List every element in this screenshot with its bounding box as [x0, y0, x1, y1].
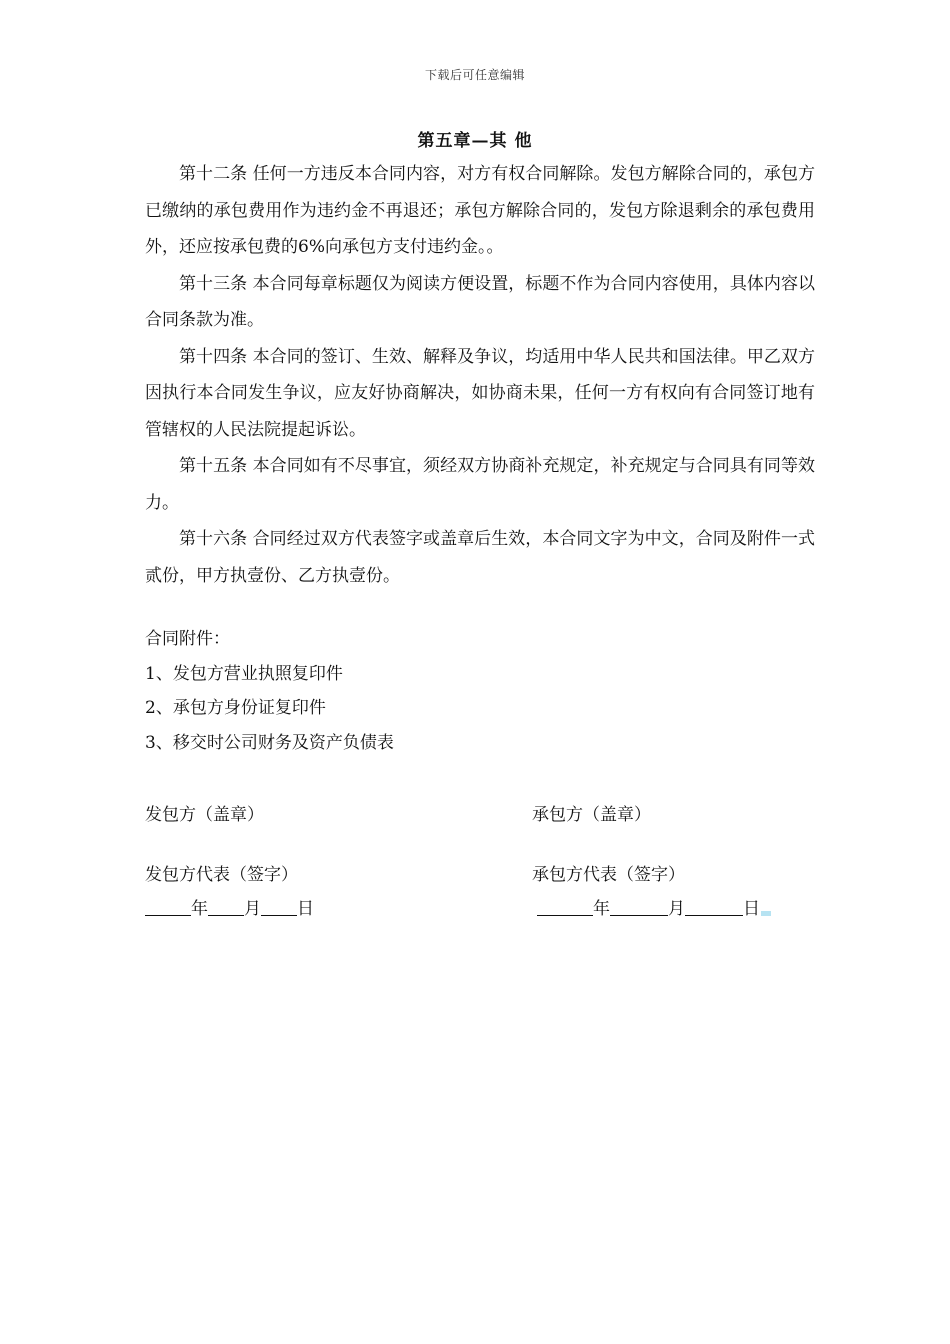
- month-label: 月: [668, 899, 685, 919]
- article-16: 第十六条 合同经过双方代表签字或盖章后生效，本合同文字为中文，合同及附件一式贰份，甲方执壹份、乙方执壹份。: [145, 529, 815, 586]
- party-a-seal-label: 发包方（盖章）: [145, 805, 264, 825]
- attachment-item: 1、发包方营业执照复印件: [145, 663, 343, 684]
- month-blank[interactable]: [610, 899, 668, 916]
- year-label: 年: [191, 899, 208, 919]
- year-blank[interactable]: [145, 899, 191, 916]
- attachments-section: [145, 622, 745, 760]
- article-13: 第十三条 本合同每章标题仅为阅读方便设置，标题不作为合同内容使用，具体内容以合同条款为准。: [145, 273, 815, 330]
- day-blank[interactable]: [685, 899, 743, 916]
- day-label: 日: [297, 899, 314, 919]
- party-b-rep-label: 承包方代表（签字）: [532, 865, 685, 885]
- day-blank[interactable]: [261, 899, 297, 916]
- header-note: 下载后可任意编辑: [424, 68, 525, 82]
- year-blank[interactable]: [537, 899, 593, 916]
- year-label: 年: [593, 899, 610, 919]
- party-b-date-line: [537, 894, 771, 919]
- month-label: 月: [244, 899, 261, 919]
- attachments-title: 合同附件：: [145, 629, 230, 649]
- highlight-mark: [761, 911, 771, 916]
- chapter-title: 第五章—其 他: [417, 131, 533, 151]
- article-12: 第十二条 任何一方违反本合同内容，对方有权合同解除。发包方解除合同的，承包方已缴纳的承包费用作为违约金不再退还；承包方解除合同的，发包方除退剩余的承包费用外，还应按承包费的6%向承包方支付违约金。。: [145, 164, 815, 257]
- party-a-rep-label: 发包方代表（签字）: [145, 865, 298, 885]
- party-a-date-line: [145, 894, 314, 919]
- article-15: 第十五条 本合同如有不尽事宜，须经双方协商补充规定，补充规定与合同具有同等效力。: [145, 456, 815, 513]
- day-label: 日: [743, 899, 760, 919]
- attachment-item: 3、移交时公司财务及资产负债表: [145, 732, 394, 753]
- month-blank[interactable]: [208, 899, 244, 916]
- article-14: 第十四条 本合同的签订、生效、解释及争议，均适用中华人民共和国法律。甲乙双方因执行本合同发生争议，应友好协商解决，如协商未果，任何一方有权向有合同签订地有管辖权的人民法院提起诉讼。: [145, 346, 815, 440]
- contract-body: [145, 156, 815, 594]
- attachment-item: 2、承包方身份证复印件: [145, 698, 326, 718]
- party-b-seal-label: 承包方（盖章）: [532, 805, 651, 825]
